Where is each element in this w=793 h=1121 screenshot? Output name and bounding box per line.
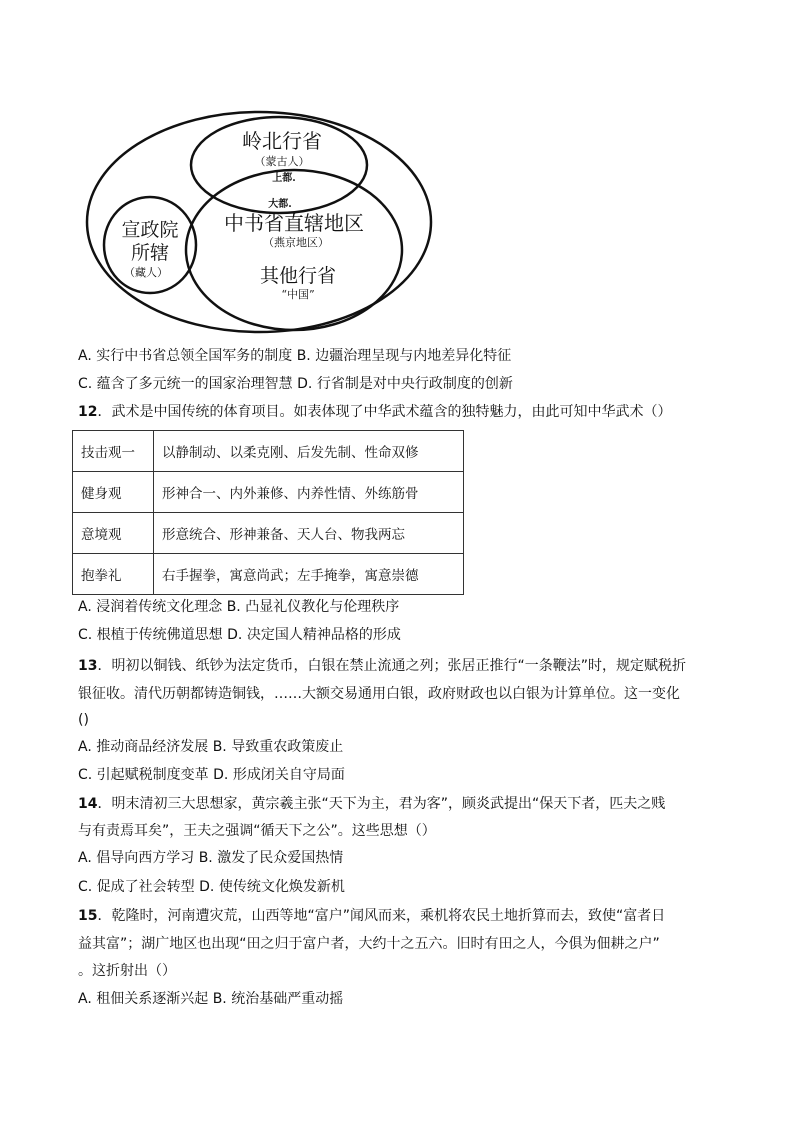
q14-option-b[interactable]: B. 激发了民众爱国热情 <box>198 850 344 866</box>
xuanzheng-line2: 所辖 <box>130 242 170 264</box>
q12-table <box>72 430 464 595</box>
q11-options-row1 <box>78 346 511 366</box>
q13-stem-line2 <box>78 684 680 704</box>
xuanzheng-sub: （藏人） <box>124 266 168 279</box>
table-cell-key: 抱拳礼 <box>73 554 154 595</box>
q13-option-b[interactable]: B. 导致重农政策废止 <box>212 739 344 755</box>
q12-stem-text: ．武术是中国传统的体育项目。如表体现了中华武术蕴含的独特魅力，由此可知中华武术（） <box>97 404 672 420</box>
table-row <box>73 513 464 554</box>
q11-option-c[interactable]: C. 蕴含了多元统一的国家治理智慧 <box>78 376 293 392</box>
q15-option-b[interactable]: B. 统治基础严重动摇 <box>212 991 344 1007</box>
q13-option-c[interactable]: C. 引起赋税制度变革 <box>78 767 209 783</box>
table-row <box>73 431 464 472</box>
q12-option-b[interactable]: B. 凸显礼仪教化与伦理秩序 <box>226 599 400 615</box>
table-cell-value: 右手握拳，寓意尚武；左手掩拳，寓意崇德 <box>154 554 464 595</box>
q13-number: 13 <box>78 658 98 674</box>
lingbei-title: 岭北行省 <box>242 129 322 153</box>
zhongshu-title: 中书省直辖地区 <box>224 211 364 235</box>
q12-option-a[interactable]: A. 浸润着传统文化理念 <box>78 599 223 615</box>
diagram-svg <box>84 110 434 335</box>
xuanzheng-line1: 宣政院 <box>121 219 179 241</box>
q15-stem-text-3: 。这折射出（） <box>78 963 176 979</box>
q15-number: 15 <box>78 908 98 924</box>
q11-option-a[interactable]: A. 实行中书省总领全国军务的制度 <box>78 348 293 364</box>
q13-stem-text-2: 银征收。清代历朝都铸造铜钱，……大额交易通用白银，政府财政也以白银为计算单位。这一变化 <box>78 686 680 702</box>
q13-options-row2 <box>78 765 345 785</box>
q15-stem-text-2: 益其富”；湖广地区也出现“田之归于富户者，大约十之五六。旧时有田之人，今俱为佃耕之户” <box>78 936 660 952</box>
table-cell-value: 形意统合、形神兼备、天人台、物我两忘 <box>154 513 464 554</box>
table-row <box>73 472 464 513</box>
other-provinces-title: 其他行省 <box>259 265 337 287</box>
q15-stem-line3 <box>78 961 176 981</box>
q12-option-c[interactable]: C. 根植于传统佛道思想 <box>78 627 223 643</box>
q14-number: 14 <box>78 796 98 812</box>
q11-option-b[interactable]: B. 边疆治理呈现与内地差异化特征 <box>296 348 512 364</box>
dadu-label: 大都. <box>268 199 292 210</box>
yuan-administration-diagram <box>84 110 434 335</box>
q14-option-c[interactable]: C. 促成了社会转型 <box>78 879 195 895</box>
table-row <box>73 554 464 595</box>
q12-number: 12 <box>78 404 98 420</box>
zhongshu-sub: （燕京地区） <box>263 236 329 249</box>
q14-option-a[interactable]: A. 倡导向西方学习 <box>78 850 195 866</box>
table-cell-key: 意境观 <box>73 513 154 554</box>
q13-options-row1 <box>78 737 343 757</box>
q15-option-a[interactable]: A. 租佃关系逐渐兴起 <box>78 991 209 1007</box>
q14-option-d[interactable]: D. 使传统文化焕发新机 <box>199 879 345 895</box>
q14-options-row1 <box>78 848 343 868</box>
q14-stem-line1 <box>78 794 665 814</box>
q11-option-d[interactable]: D. 行省制是对中央行政制度的创新 <box>297 376 513 392</box>
table-cell-key: 技击观一 <box>73 431 154 472</box>
zhongshu-ellipse <box>186 170 402 330</box>
q12-options-row2 <box>78 625 401 645</box>
q12-options-row1 <box>78 597 399 617</box>
q13-option-d[interactable]: D. 形成闭关自守局面 <box>213 767 345 783</box>
q14-options-row2 <box>78 877 345 897</box>
q15-stem-text-1: ．乾隆时，河南遭灾荒，山西等地“富户”闻风而来，乘机将农民土地折算而去，致使“富者日 <box>97 908 666 924</box>
q12-option-d[interactable]: D. 决定国人精神品格的形成 <box>227 627 401 643</box>
q13-stem-text-1: ．明初以铜钱、纸钞为法定货币，白银在禁止流通之列；张居正推行“一条鞭法”时，规定赋税折 <box>97 658 686 674</box>
q13-stem-line1 <box>78 656 686 676</box>
q15-stem-line2 <box>78 934 660 954</box>
lingbei-sub: （蒙古人） <box>254 155 310 168</box>
table-cell-key: 健身观 <box>73 472 154 513</box>
q12-stem <box>78 402 671 422</box>
table-cell-value: 形神合一、内外兼修、内养性情、外练筋骨 <box>154 472 464 513</box>
q13-stem-text-3: () <box>78 712 89 728</box>
q11-options-row2 <box>78 374 513 394</box>
q14-stem-text-1: ．明末清初三大思想家，黄宗羲主张“天下为主，君为客”，顾炎武提出“保天下者，匹夫之贱 <box>97 796 666 812</box>
q15-stem-line1 <box>78 906 665 926</box>
q13-stem-line3 <box>78 710 89 730</box>
q13-option-a[interactable]: A. 推动商品经济发展 <box>78 739 209 755</box>
q14-stem-line2 <box>78 821 436 841</box>
table-cell-value: 以静制动、以柔克刚、后发先制、性命双修 <box>154 431 464 472</box>
other-provinces-sub: “中国” <box>281 288 315 301</box>
q15-options-row1 <box>78 989 343 1009</box>
shangdu-label: 上都. <box>272 173 296 184</box>
q14-stem-text-2: 与有责焉耳矣”，王夫之强调“循天下之公”。这些思想（） <box>78 823 436 839</box>
